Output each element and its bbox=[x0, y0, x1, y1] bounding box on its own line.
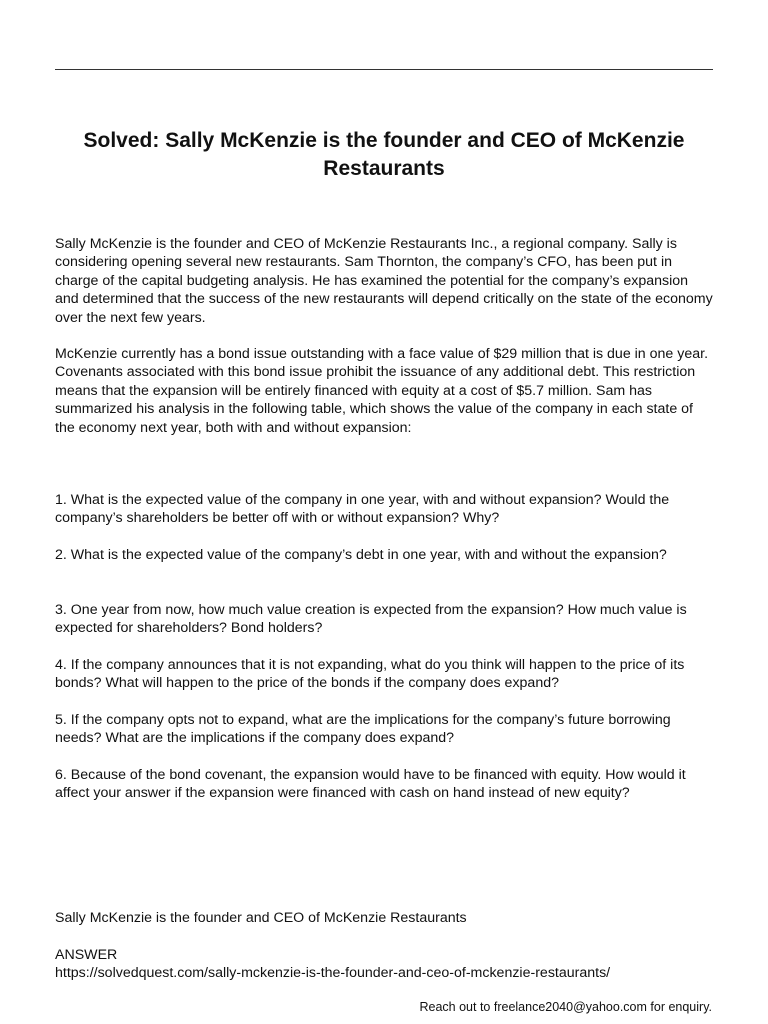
question-4: 4. If the company announces that it is not expanding, what do you think will happen to the price of its bonds? What will happen to the price of the bonds if the company does expand? bbox=[55, 657, 685, 692]
page-title: Solved: Sally McKenzie is the founder and CEO of McKenzie Restaurants bbox=[83, 129, 685, 180]
intro-paragraph: Sally McKenzie is the founder and CEO of McKenzie Restaurants Inc., a regional company. Sally is considering opening several new restaurants. Sam Thornton, the company’s CFO, has been put in charge of the capital budgeting analysis. He has examined the potential for the company’s expansion and determined that the success of the new restaurants will depend critically on the state of the economy over the next few years. bbox=[55, 236, 713, 326]
reference-title: Sally McKenzie is the founder and CEO of McKenzie Restaurants bbox=[55, 910, 467, 926]
question-2: 2. What is the expected value of the company’s debt in one year, with and without the expansion? bbox=[55, 547, 667, 563]
question-5: 5. If the company opts not to expand, what are the implications for the company’s future borrowing needs? What are the implications if the company does expand? bbox=[55, 712, 671, 747]
answer-label: ANSWER bbox=[55, 947, 118, 963]
footer-contact: Reach out to freelance2040@yahoo.com for enquiry. bbox=[419, 1000, 712, 1014]
answer-link[interactable]: https://solvedquest.com/sally-mckenzie-is-the-founder-and-ceo-of-mckenzie-restaurants/ bbox=[55, 965, 611, 981]
top-divider bbox=[55, 69, 713, 70]
question-1: 1. What is the expected value of the company in one year, with and without expansion? Would the company’s shareholders be better off with or without expansion? Why? bbox=[55, 492, 670, 527]
question-6: 6. Because of the bond covenant, the expansion would have to be financed with equity. How would it affect your answer if the expansion were financed with cash on hand instead of new equity? bbox=[55, 767, 686, 802]
bond-paragraph: McKenzie currently has a bond issue outstanding with a face value of $29 million that is due in one year. Covenants associated with this bond issue prohibit the issuance of any additional debt. This restriction means that the expansion will be entirely financed with equity at a cost of $5.7 million. Sam has summarized his analysis in the following table, which shows the value of the company in each state of the economy next year, both with and without expansion: bbox=[55, 346, 709, 436]
question-3: 3. One year from now, how much value creation is expected from the expansion? How much value is expected for shareholders? Bond holders? bbox=[55, 602, 687, 637]
